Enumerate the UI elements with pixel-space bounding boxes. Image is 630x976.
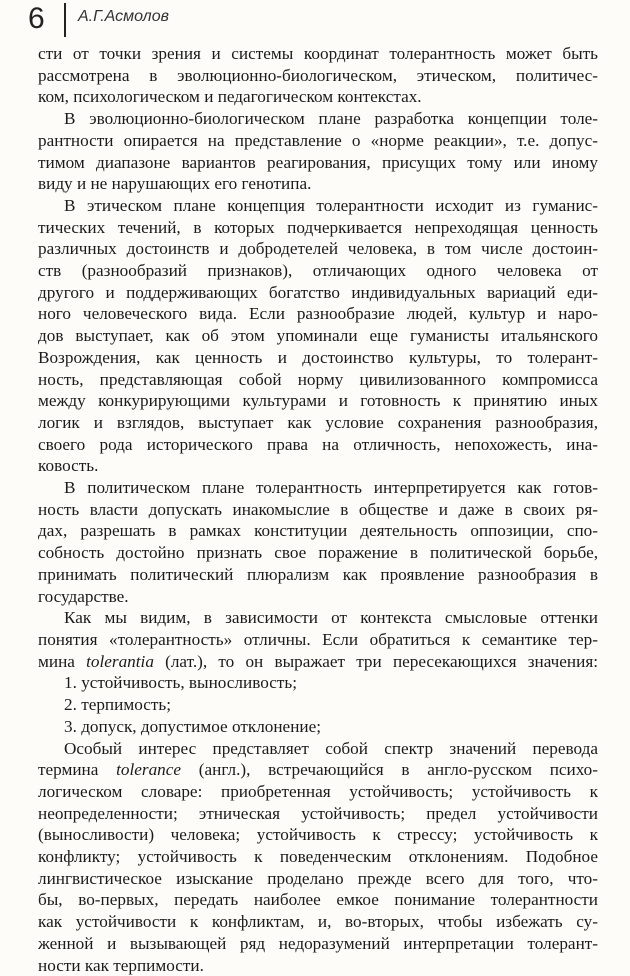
text-line: ность, представляющая собой норму цивилизованного компромисса [38,369,598,389]
text-line: ности как терпимости. [38,955,204,975]
text-line: тических течений, в которых подчеркивается непреходящая ценность [38,217,598,237]
text-line [38,651,598,673]
text-line: собность достойно признать свое поражение в политической борьбе, [38,543,598,563]
text-line: ком, психологическом и педагогическом контекстах. [38,87,422,107]
text-line: 2. терпимость; [64,695,171,715]
text-line: своего рода исторического права на отличность, непохожесть, ина- [38,434,598,454]
text-line: тимом диапазоне вариантов реагирования, присущих тому или иному [38,152,598,172]
text-line: государстве. [38,586,129,606]
text-line: виду и не нарушающих его генотипа. [38,174,312,194]
text-line: В этическом плане концепция толерантности исходит из гуманис- [64,195,598,215]
text-segment: (англ.), встречающийся в англо-русском психо- [181,760,598,780]
text-line [38,759,598,781]
text-line: другого и поддерживающих богатство индивидуальных вариаций еди- [38,282,598,302]
text-line: Как мы видим, в зависимости от контекста смысловые оттенки [64,608,598,628]
header-divider [64,3,66,37]
text-line: логическом словаре: приобретенная устойчивость; устойчивость к [38,781,598,801]
text-line: конфликту; устойчивость к поведенческим отклонениям. Подобное [38,847,598,867]
text-segment: термина [38,760,117,780]
text-line: В эволюционно-биологическом плане разработка концепции толе- [64,109,598,129]
text-line: неопределенности; этническая устойчивость; предел устойчивости [38,803,598,823]
text-line: бы, во-первых, передать наиболее емкое понимание толерантности [38,890,598,910]
text-line: (выносливости) человека; устойчивость к стрессу; устойчивость к [38,825,598,845]
running-head: А.Г.Асмолов [78,8,169,25]
text-line: женной и вызывающей ряд недоразумений интерпретации толерант- [38,933,598,953]
text-line: ств (разнообразий признаков), отличающих одного человека от [38,261,598,281]
text-line: рассмотрена в эволюционно-биологическом, этическом, политичес- [38,65,598,85]
text-line: Возрождения, как ценность и достоинство культуры, то толерант- [38,347,598,367]
text-line: ковость. [38,456,99,476]
page-number: 6 [28,2,45,35]
text-line: рантности опирается на представление о «норме реакции», т.е. допус- [38,130,598,150]
text-line: дах, разрешать в рамках конституции деятельность оппозиции, спо- [38,521,598,541]
body-text [38,43,598,976]
text-line: принимать политический плюрализм как проявление разнообразия в [38,564,598,584]
page-header [0,0,630,42]
text-line: различных достоинств и добродетелей человека, в том числе достоин- [38,239,598,259]
text-line: Особый интерес представляет собой спектр значений перевода [64,738,598,758]
text-line: сти от точки зрения и системы координат толерантность может быть [38,44,598,63]
text-line: лингвистическое изыскание проделано прежде всего для того, что- [38,868,598,888]
text-segment: мина [38,651,87,671]
latin-term: tolerantia [86,651,154,671]
text-line: дов выступает, как об этом упоминали еще гуманисты итальянского [38,326,598,346]
text-line: 1. устойчивость, выносливость; [64,673,297,693]
text-line: ность власти допускать инакомыслие в обществе и даже в своих ря- [38,499,598,519]
text-segment: (лат.), то он выражает три пересекающихся значения: [153,651,599,671]
text-line: как устойчивости к конфликтам, и, во-вторых, чтобы избежать су- [38,912,598,932]
text-line: логик и взглядов, выступает как условие сохранения разнообразия, [38,412,598,432]
text-line: В политическом плане толерантность интерпретируется как готов- [64,478,598,498]
latin-term: tolerance [116,760,182,780]
text-line: 3. допуск, допустимое отклонение; [64,716,321,736]
text-line: понятия «толерантность» отличны. Если обратиться к семантике тер- [38,629,598,649]
text-line: ного человеческого вида. Если разнообразие людей, культур и наро- [38,304,598,324]
text-line: между конкурирующими культурами и готовность к принятию иных [38,391,598,411]
